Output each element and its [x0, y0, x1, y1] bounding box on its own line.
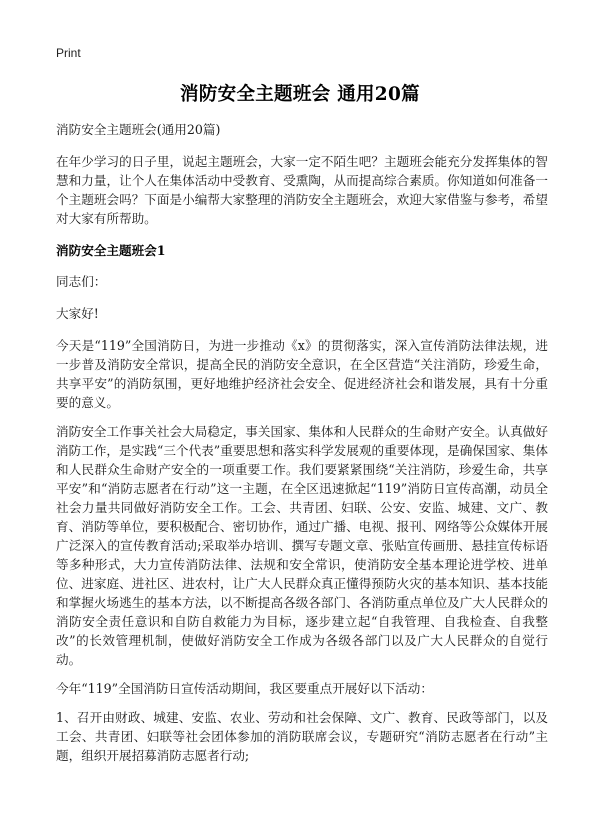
body-paragraph: 消防安全工作事关社会大局稳定，事关国家、集体和人民群众的生命财产安全。认真做好消防工作，是实践“三个代表”重要思想和落实科学发展观的重要体现，是确保国家、集体和人民群众生命财产安全的一项重要工作。我们要紧紧围绕“关注消防，珍爱生命，共享平安”和“消防志愿者在行动”这一主题，在全区迅速掀起“119”消防日宣传高潮，动员全社会力量共同做好消防安全工作。工会、共青团、妇联、公安、安监、城建、文广、教育、消防等单位，要积极配合、密切协作，通过广播、电视、报刊、网络等公众媒体开展广泛深入的宣传教育活动;采取举办培训、撰写专题文章、张贴宣传画册、悬挂宣传标语等多种形式，大力宣传消防法律、法规和安全常识，使消防安全基本理论进学校、进单位、进家庭、进社区、进农村，让广大人民群众真正懂得预防火灾的基本知识、基本技能和掌握火场逃生的基本方法，以不断提高各级各部门、各消防重点单位及广大人民群众的消防安全责任意识和自防自救能力为目标，逐步建立起“自我管理、自我检查、自我整改”的长效管理机制，使做好消防安全工作成为各级各部门以及广大人民群众的自觉行动。	[56, 424, 548, 667]
intro-paragraph: 在年少学习的日子里，说起主题班会，大家一定不陌生吧？主题班会能充分发挥集体的智慧和力量，让个人在集体活动中受教育、受熏陶，从而提高综合素质。你知道如何准备一个主题班会吗？下面是小编帮大家整理的消防安全主题班会，欢迎大家借鉴与参考，希望对大家有所帮助。	[56, 154, 548, 226]
document-title: 消防安全主题班会 通用20篇	[180, 84, 420, 105]
greeting-line: 同志们：	[56, 274, 107, 289]
greeting-line: 大家好!	[56, 306, 99, 321]
body-paragraph: 今年“119”全国消防日宣传活动期间，我区要重点开展好以下活动：	[56, 681, 433, 696]
section-heading: 消防安全主题班会1	[56, 243, 166, 258]
body-paragraph: 今天是“119”全国消防日，为进一步推动《x》的贯彻落实，深入宣传消防法律法规，进一步普及消防安全常识，提高全民的消防安全意识，在全区营造“关注消防，珍爱生命，共享平安”的消防氛围，更好地维护经济社会安全、促进经济社会和谐发展，具有十分重要的意义。	[56, 338, 548, 410]
document-body	[56, 120, 548, 775]
body-paragraph: 1、召开由财政、城建、安监、农业、劳动和社会保障、文广、教育、民政等部门，以及工会、共青团、妇联等社会团体参加的消防联席会议，专题研究“消防志愿者在行动”主题，组织开展招募消防志愿者行动;	[56, 710, 548, 763]
document-subtitle: 消防安全主题班会(通用20篇)	[56, 122, 221, 137]
print-link[interactable]: Print	[56, 46, 81, 60]
